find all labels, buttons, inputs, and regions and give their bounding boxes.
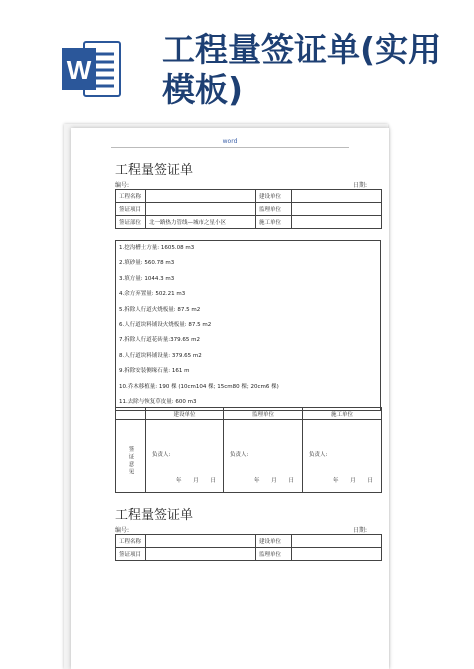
document-page [71,128,389,669]
field-label: 签证部位 [116,216,146,229]
form2-number-label: 编号: [115,527,130,534]
sign-date: 年 月 日 [333,478,373,484]
field-label: 监理单位 [256,548,292,561]
field-label: 工程名称 [116,535,146,548]
page-header [71,138,389,145]
sign-col-supervision: 监理单位 [224,408,303,420]
responsible-label: 负责人: [230,452,249,458]
sign-side-cell [116,420,146,493]
quantity-item: 5.拆除人行道火烧板量: 87.5 m2 [119,306,201,313]
quantity-item: 9.拆除安装侧缘石量: 161 m [119,368,190,375]
word-icon [60,38,122,100]
form2-title: 工程量签证单 [115,508,194,523]
field-label: 签证项目 [116,203,146,216]
banner [0,0,474,112]
field-label: 工程名称 [116,190,146,203]
quantity-item: 6.人行道块料铺设火烧板量: 87.5 m2 [119,321,212,328]
field-value[interactable] [292,548,382,561]
sign-side-label: 签证意见 [127,446,134,476]
info-row [116,216,382,229]
field-label: 建设单位 [256,190,292,203]
sign-date: 年 月 日 [254,478,294,484]
field-label: 监理单位 [256,203,292,216]
banner-title: 工程量签证单(实用模板) [162,30,442,109]
sign-box-supervision[interactable] [224,420,303,493]
form1-number-label: 编号: [115,182,130,189]
sign-corner [116,408,146,420]
page-header-text: word [222,138,238,145]
field-value[interactable] [292,535,382,548]
quantity-item: 4.余方弃置量: 502.21 m3 [119,291,186,298]
quantity-item: 11.去除与恢复草皮量: 600 m3 [119,398,197,405]
quantity-item: 10.乔木移植量: 190 棵 (10cm104 棵; 15cm80 棵; 20cm6 棵) [119,383,279,390]
field-label: 建设单位 [256,535,292,548]
quantity-item: 7.拆除人行道花砖量:379.65 m2 [119,337,200,344]
quantity-item: 2.填砂量: 560.78 m3 [119,260,175,267]
responsible-label: 负责人: [309,452,328,458]
items-list [119,241,377,410]
info-row [116,190,382,203]
info-row [116,203,382,216]
form2-info-table [115,534,382,561]
sign-box-construction[interactable] [146,420,224,493]
form1-title: 工程量签证单 [115,163,194,178]
info-row [116,535,382,548]
field-value[interactable] [292,216,382,229]
field-value[interactable] [146,535,256,548]
quantity-item: 3.填方量: 1044.3 m3 [119,275,175,282]
field-value[interactable] [292,203,382,216]
items-cell [116,241,381,411]
field-label: 签证项目 [116,548,146,561]
field-value[interactable] [146,190,256,203]
form1-date-label: 日期: [352,182,367,189]
field-value[interactable] [146,203,256,216]
sign-col-contractor: 施工单位 [303,408,382,420]
form2-meta [115,525,381,534]
quantity-item: 8.人行道块料铺设量: 379.65 m2 [119,352,202,359]
field-value[interactable] [292,190,382,203]
form1-sign-table [115,407,382,493]
form2-date-label: 日期: [352,527,367,534]
form1-info-table [115,189,382,229]
quantity-item: 1.挖沟槽土方量: 1605.08 m3 [119,245,195,251]
info-row [116,548,382,561]
field-value[interactable]: 北一路热力管线—城市之星小区 [146,216,256,229]
responsible-label: 负责人: [152,452,171,458]
form1-meta [115,180,381,189]
sign-box-contractor[interactable] [303,420,382,493]
word-logo-letter: W [66,55,92,85]
sign-date: 年 月 日 [176,478,216,484]
sign-col-construction: 建设单位 [146,408,224,420]
form1-items-table [115,240,381,411]
header-rule [111,147,349,148]
field-label: 施工单位 [256,216,292,229]
field-value[interactable] [146,548,256,561]
